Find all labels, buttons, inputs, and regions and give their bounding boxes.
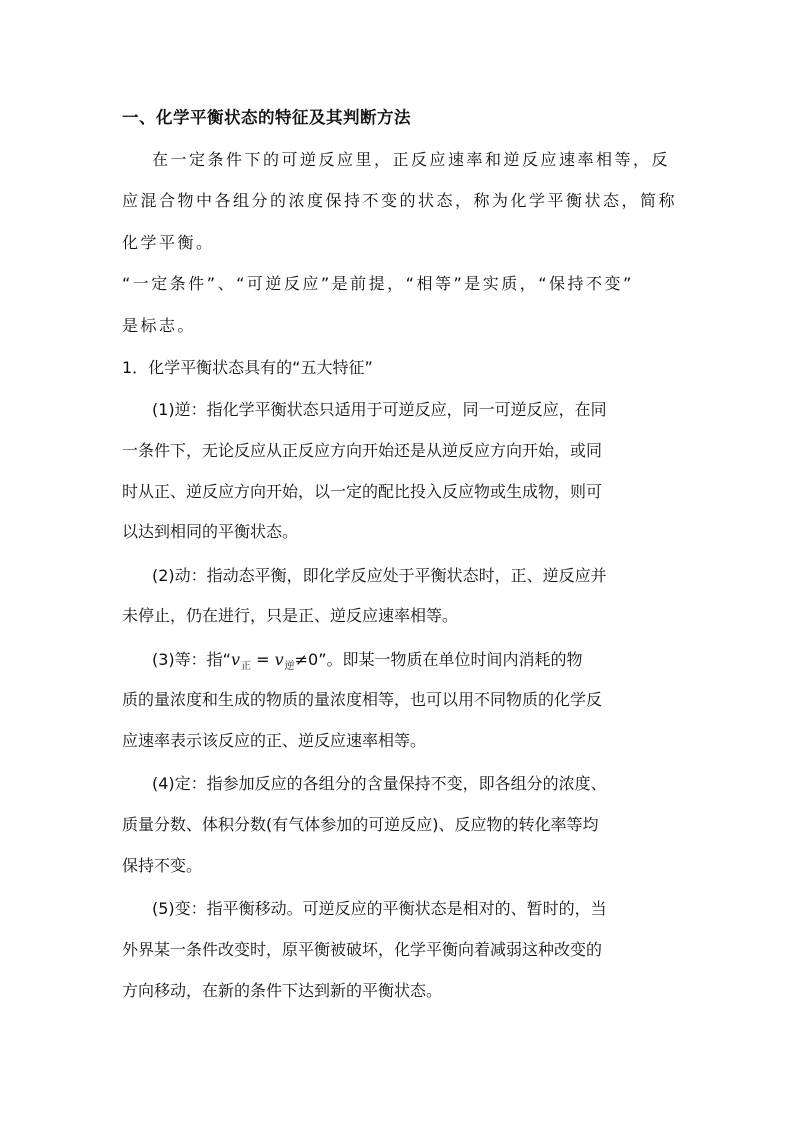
- formula-sub-forward: 正: [241, 661, 252, 672]
- feature3-line-2: 质的量浓度和生成的物质的量浓度相等，也可以用不同物质的化学反: [122, 690, 603, 709]
- feature2-line-1: (2)动：指动态平衡，即化学反应处于平衡状态时，正、逆反应并: [152, 566, 607, 585]
- section1-title: 1．化学平衡状态具有的“五大特征”: [122, 358, 373, 377]
- feature5-line-1: (5)变：指平衡移动。可逆反应的平衡状态是相对的、暂时的，当: [152, 899, 607, 918]
- section-heading: 一、化学平衡状态的特征及其判断方法: [122, 108, 411, 127]
- feature2-line-2: 未停止，仍在进行，只是正、逆反应速率相等。: [122, 606, 459, 625]
- formula-v-reverse: v: [274, 650, 284, 669]
- intro-line-1: 在一定条件下的可逆反应里，正反应速率和逆反应速率相等，反: [152, 150, 671, 169]
- note-line-2: 是标志。: [122, 316, 197, 335]
- feature5-line-3: 方向移动，在新的条件下达到新的平衡状态。: [122, 981, 443, 1000]
- feature1-line-2: 一条件下，无论反应从正反应方向开始还是从逆反应方向开始，或同: [122, 441, 603, 460]
- feature3-prefix: (3)等：指“: [152, 650, 231, 669]
- feature4-line-3: 保持不变。: [122, 856, 203, 875]
- intro-line-3: 化学平衡。: [122, 233, 215, 252]
- formula-v-forward: v: [230, 650, 241, 669]
- feature4-line-1: (4)定：指参加反应的各组分的含量保持不变，即各组分的浓度、: [152, 774, 607, 793]
- feature1-line-4: 以达到相同的平衡状态。: [122, 522, 299, 541]
- feature3-line-3: 应速率表示该反应的正、逆反应速率相等。: [122, 731, 427, 750]
- intro-line-2: 应混合物中各组分的浓度保持不变的状态，称为化学平衡状态，简称: [122, 191, 678, 210]
- feature4-line-2: 质量分数、体积分数(有气体参加的可逆反应)、反应物的转化率等均: [122, 815, 599, 834]
- formula-equals: =: [251, 650, 275, 669]
- formula-sub-reverse: 逆: [284, 661, 295, 672]
- feature1-line-1: (1)逆：指化学平衡状态只适用于可逆反应，同一可逆反应，在同: [152, 400, 607, 419]
- feature3-line-1: [152, 650, 583, 673]
- formula-not-zero: ≠0: [294, 650, 319, 669]
- rate-equation-formula: [231, 650, 318, 673]
- feature3-suffix: ”。即某一物质在单位时间内消耗的物: [318, 650, 583, 669]
- feature5-line-2: 外界某一条件改变时，原平衡被破坏，化学平衡向着减弱这种改变的: [122, 940, 603, 959]
- feature1-line-3: 时从正、逆反应方向开始，以一定的配比投入反应物或生成物，则可: [122, 482, 603, 501]
- note-line-1: “一定条件”、“可逆反应”是前提，“相等”是实质，“保持不变”: [122, 274, 634, 293]
